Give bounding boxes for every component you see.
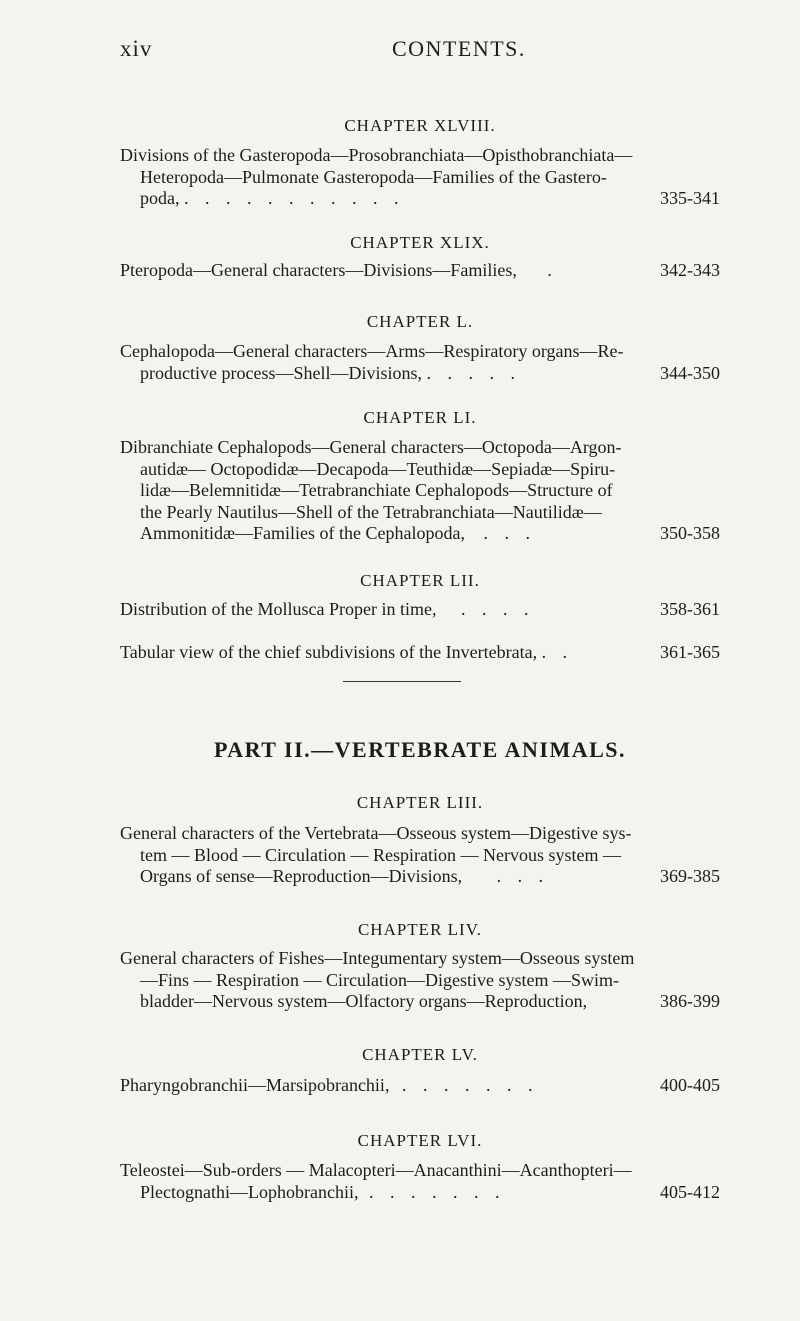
page-range: 405-412 [660,1181,720,1202]
chapter-heading: CHAPTER XLVIII. [344,116,496,135]
contents-entry [120,145,720,210]
entry-line: General characters of the Vertebrata—Osseous system—Digestive sys- [120,823,632,843]
chapter-heading: CHAPTER LV. [362,1045,478,1064]
entry-text: Ammonitidæ—Families of the Cephalopoda, [140,523,465,543]
contents-entry [120,599,720,621]
page-range: 369-385 [660,866,720,886]
entry-line [120,363,720,385]
dot-leaders: . . . . . . . [401,1075,539,1095]
entry-line: tem — Blood — Circulation — Respiration — Nervous system — [140,844,621,865]
dot-leaders: . . . . . . . . . . . [184,188,405,208]
entry-line: lidæ—Belemnitidæ—Tetrabranchiate Cephalopods—Structure of [140,480,613,500]
contents-entry [120,341,720,384]
chapter-heading: CHAPTER LI. [363,408,477,427]
chapter-heading: CHAPTER LIII. [356,793,484,812]
page-range: 358-361 [660,599,720,619]
entry-line: Cephalopoda—General characters—Arms—Respiratory organs—Re- [120,341,624,361]
entry-line [120,188,720,210]
page-range: 386-399 [660,991,720,1011]
running-title: CONTENTS. [392,36,526,61]
dot-leaders: . . . [496,866,550,886]
contents-entry [120,948,720,1013]
entry-line [120,642,720,664]
entry-line: Heteropoda—Pulmonate Gasteropoda—Families of the Gastero- [140,166,607,187]
entry-line: bladder—Nervous system—Olfactory organs—Reproduction, [140,991,588,1011]
entry-line [120,599,720,621]
dot-leaders: . . . . . [426,362,521,383]
contents-entry [120,260,720,282]
entry-line: Divisions of the Gasteropoda—Prosobranchiata—Opisthobranchiata— [120,145,633,165]
dot-leaders: . . . . . . . [368,1181,506,1202]
page-number: xiv [120,36,153,61]
entry-line: the Pearly Nautilus—Shell of the Tetrabranchiata—Nautilidæ— [140,501,602,522]
dot-leaders: . . . [483,523,536,543]
part-heading: PART II.—VERTEBRATE ANIMALS. [213,737,627,762]
entry-text: Pteropoda—General characters—Divisions—Families, [120,260,517,280]
contents-entry [120,1075,720,1097]
entry-line [120,1182,720,1204]
entry-text: poda, [140,188,180,208]
page-range: 344-350 [660,362,720,383]
contents-entry [120,437,720,545]
contents-entry [120,1160,720,1203]
entry-text: Pharyngobranchii—Marsipobranchii, [120,1075,390,1095]
section-divider [343,681,461,682]
entry-text: productive process—Shell—Divisions, [140,362,422,383]
dot-leaders: . . [541,642,574,662]
chapter-heading: CHAPTER LIV. [357,920,483,939]
contents-entry [120,823,720,888]
page-range: 350-358 [660,523,720,543]
dot-leaders: . . . . [460,599,535,619]
entry-line [120,523,720,545]
chapter-heading: CHAPTER XLIX. [350,233,490,252]
entry-text: Plectognathi—Lophobranchii, [140,1181,359,1202]
page-header [120,36,680,66]
entry-line: —Fins — Respiration — Circulation—Digestive system —Swim- [140,969,619,990]
entry-line: autidæ— Octopodidæ—Decapoda—Teuthidæ—Sepiadæ—Spiru- [140,458,616,479]
page-range: 400-405 [660,1075,720,1095]
entry-line: Teleostei—Sub-orders — Malacopteri—Anacanthini—Acanthopteri— [120,1160,632,1180]
entry-line [120,866,720,888]
entry-line [120,260,720,282]
entry-text: Tabular view of the chief subdivisions of the Invertebrata, [120,642,538,662]
chapter-heading: CHAPTER LII. [360,571,480,590]
entry-line: Dibranchiate Cephalopods—General characters—Octopoda—Argon- [120,437,622,457]
dot-leaders: . [547,260,558,280]
entry-text: Organs of sense—Reproduction—Divisions, [140,866,463,886]
entry-line [120,1075,720,1097]
page-range: 335-341 [660,188,720,208]
entry-line: General characters of Fishes—Integumentary system—Osseous system [120,948,635,968]
chapter-heading: CHAPTER LVI. [357,1131,483,1150]
contents-entry [120,642,720,664]
page-range: 342-343 [660,260,720,280]
page-range: 361-365 [660,642,720,662]
chapter-heading: CHAPTER L. [366,312,474,331]
entry-text: Distribution of the Mollusca Proper in time, [120,599,437,619]
